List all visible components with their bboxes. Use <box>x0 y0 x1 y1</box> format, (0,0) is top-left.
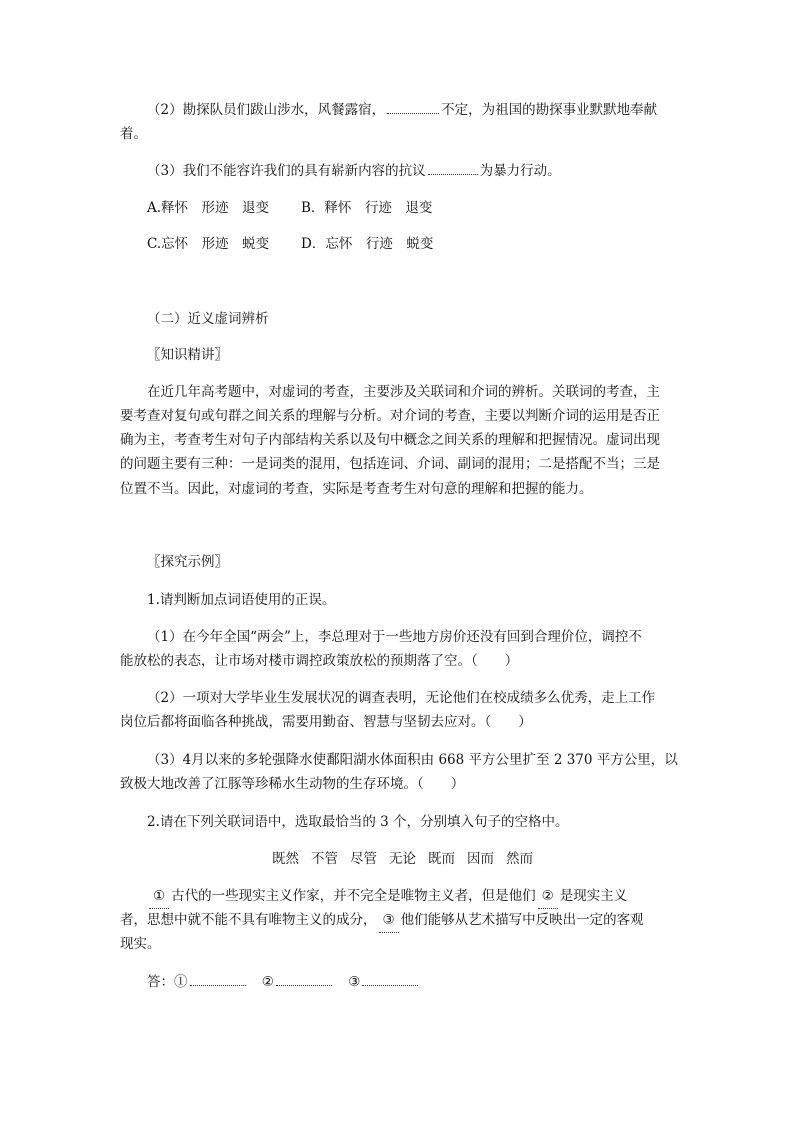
answer-mark-1: ① <box>174 974 188 990</box>
option-a[interactable]: A.释怀 形迹 退变 <box>147 200 270 216</box>
knowledge-line-1: 在近几年高考题中，对虚词的考查，主要涉及关联词和介词的辨析。关联词的考查，主 <box>147 384 660 400</box>
q1-sentence-2-line1: （2）一项对大学毕业生发展状况的调查表明，无论他们在校成绩多么优秀，走上工作 <box>147 690 656 706</box>
conjunction-item: 不管 <box>311 851 338 867</box>
knowledge-title: 〖知识精讲〗 <box>147 347 228 363</box>
answer-blank-2[interactable] <box>276 971 332 986</box>
blank-2[interactable]: ② <box>538 884 558 909</box>
knowledge-line-4: 的问题主要有三种：一是词类的混用，包括连词、介词、副词的混用；二是搭配不当；三是 <box>120 456 660 472</box>
q1-item-2-line1 <box>147 98 707 122</box>
q1-item-2-line2: 着。 <box>120 126 147 142</box>
conjunction-item: 无论 <box>389 851 416 867</box>
conjunction-item: 因而 <box>467 851 494 867</box>
option-d[interactable]: D．忘怀 行迹 蜕变 <box>301 236 434 252</box>
section-heading: （二）近义虚词辨析 <box>147 311 269 327</box>
q1-sentence-1-line2: 能放松的表态，让市场对楼市调控政策放松的预期落了空。（ ） <box>120 653 519 669</box>
knowledge-line-2: 要考查对复句或句群之间关系的理解与分析。对介词的考查，主要以判断介词的运用是否正 <box>120 408 660 424</box>
answer-label: 答： <box>147 974 174 990</box>
option-c[interactable]: C.忘怀 形迹 蜕变 <box>147 236 270 252</box>
q1-sentence-3-line1: （3）4月以来的多轮强降水使鄱阳湖水体面积由 668 平方公里扩至 2 370 平方公里，以 <box>147 752 678 768</box>
q2-passage-line1 <box>147 884 707 909</box>
answer-line <box>147 970 707 994</box>
q1-item3-text-b: 为暴力行动。 <box>479 163 561 179</box>
q1-sentence-3-line2: 致极大地改善了江豚等珍稀水生动物的生存环境。（ ） <box>120 776 465 792</box>
conjunction-item: 既而 <box>428 851 455 867</box>
conjunction-item: 既然 <box>272 851 299 867</box>
question-1-title: 1.请判断加点词语使用的正误。 <box>147 592 336 608</box>
q1-sentence-1-line1: （1）在今年全国“两会”上，李总理对于一些地方房价还没有回到合理价位，调控不 <box>147 629 642 645</box>
fill-blank[interactable] <box>387 99 439 114</box>
options-row-cd <box>147 232 707 256</box>
q1-item2-text-b: 不定，为祖国的勘探事业默默地奉献 <box>441 102 658 118</box>
q2-text-c: 者，思想中就不能不具有唯物主义的成分， <box>120 912 377 928</box>
example-title: 〖探究示例〗 <box>147 554 228 570</box>
conjunction-item: 尽管 <box>350 851 377 867</box>
q1-sentence-2-line2: 岗位后都将面临各种挑战，需要用勤奋、智慧与坚韧去应对。（ ） <box>120 714 532 730</box>
answer-mark-3: ③ <box>348 974 361 990</box>
q1-item-3 <box>147 159 707 183</box>
q2-passage-line2 <box>120 908 680 933</box>
conjunction-list <box>266 847 586 871</box>
q2-passage-line3: 现实。 <box>120 936 161 952</box>
answer-blank-3[interactable] <box>362 971 418 986</box>
q2-text-b: 是现实主义 <box>559 888 628 904</box>
blank-3[interactable]: ③ <box>379 908 399 933</box>
blank-1[interactable]: ① <box>149 884 169 909</box>
answer-blank-1[interactable] <box>190 971 246 986</box>
option-b[interactable]: B．释怀 行迹 退变 <box>301 200 433 216</box>
q2-text-d: 他们能够从艺术描写中反映出一定的客观 <box>400 912 644 928</box>
knowledge-line-5: 位置不当。因此，对虚词的考查，实际是考查考生对句意的理解和把握的能力。 <box>120 481 593 497</box>
conjunction-item: 然而 <box>506 851 533 867</box>
q1-item3-text-a: （3）我们不能容许我们的具有崭新内容的抗议 <box>147 163 426 179</box>
q1-item2-text-a: （2）勘探队员们跋山涉水，风餐露宿， <box>147 102 386 118</box>
fill-blank[interactable] <box>428 160 478 175</box>
knowledge-line-3: 确为主，考查考生对句子内部结构关系以及句中概念之间关系的理解和把握情况。虚词出现 <box>120 432 660 448</box>
question-2-title: 2.请在下列关联词语中，选取最恰当的 3 个，分别填入句子的空格中。 <box>147 814 569 830</box>
options-row-ab <box>147 196 707 220</box>
q2-text-a: 古代的一些现实主义作家，并不完全是唯物主义者，但是他们 <box>171 888 536 904</box>
answer-mark-2: ② <box>261 974 274 990</box>
